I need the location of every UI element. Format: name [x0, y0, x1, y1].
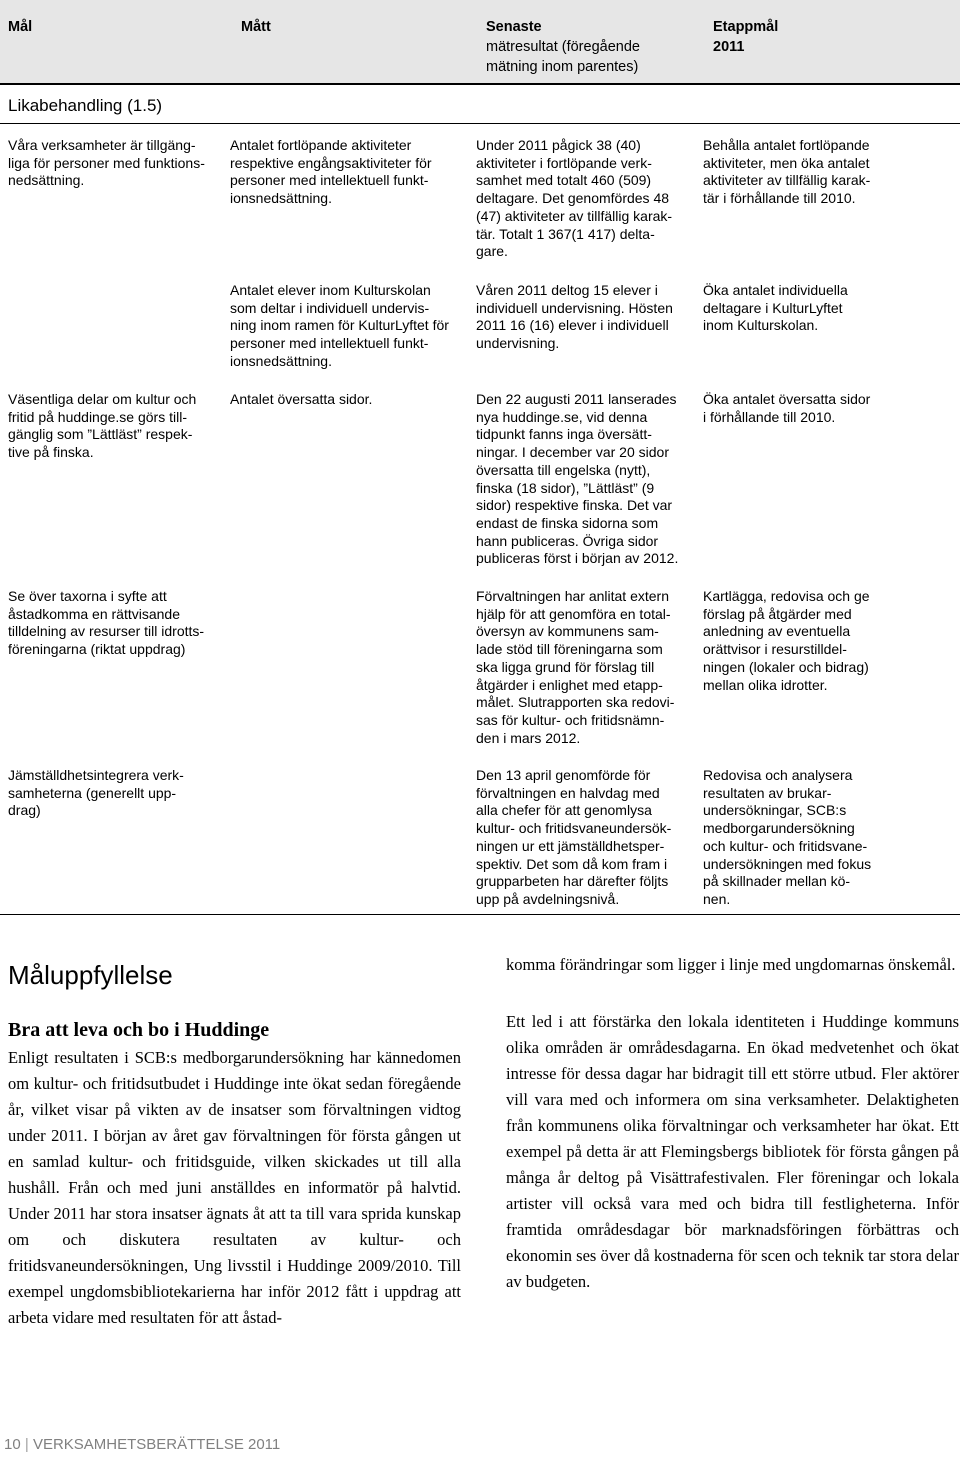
- body-paragraph-right-2: Ett led i att förstärka den lokala identiteten i Huddinge kommuns olika områden är områdesdagarna. En ökad medvetenhet och ökat intresse för dessa dagar har bidragit till ett större utbud. Fler aktörer vill vara med och informera om sina verksamheter. Delaktigheten från kommunens olika förvaltningar och verksamheter har ökat. Ett exempel på detta är att Flemingsbergs bibliotek för första gången på många år deltog på Visättrafestivalen. Fler föreningar och lokala artister vill också vara med och bidra till festligheterna. Inför framtida områdesdagar bör marknadsföringen förbättras och ekonomin ses över då kostnaderna för scen och teknik tar stora delar av budgeten.: [506, 1012, 959, 1291]
- row2-senaste: [476, 282, 701, 353]
- body-paragraph-right-1: komma förändringar som ligger i linje med ungdomarnas önskemål.: [506, 955, 956, 974]
- cell-line: föreningarna (riktat uppdrag): [8, 641, 186, 658]
- section-heading: Måluppfyllelse: [8, 960, 173, 990]
- cell-line: samheterna (generellt upp-: [8, 784, 177, 801]
- header-senaste: [486, 17, 640, 77]
- body-paragraph-left: Enligt resultaten i SCB:s medborgarundersökning har kännedomen om kultur- och fritidsutbudet i Huddinge inte ökat sedan föregående år, vilket visar på vikten av de insatser som förvaltningen vidtog under 2011. I början av året gav förvaltningen för första gången ut en samlad kultur- och fritidsguide, vilken skickades ut till alla hushåll. Från och med juni anställdes en informatör på halvtid. Under 2011 har stora insatser ägnats åt att ta till vara sprida kunskap om och diskutera resultaten av kultur- och fritidsvaneundersökningen, Ung livsstil i Huddinge 2009/2010. Till exempel ungdomsbibliotekarierna har inför 2012 fått i uppdrag att arbeta vidare med resultaten för att åstad-: [8, 1048, 461, 1327]
- cell-line: Antalet fortlöpande aktiviteter: [230, 137, 412, 153]
- cell-line: liga för personer med funktions-: [8, 154, 205, 171]
- cell-line: hann publiceras. Övriga sidor: [476, 532, 659, 549]
- cell-line: samhet med totalt 460 (509): [476, 172, 652, 189]
- cell-line: tär i förhållande till 2010.: [703, 190, 856, 207]
- header-senaste-bold: Senaste: [486, 19, 542, 35]
- cell-line: Redovisa och analysera: [703, 767, 853, 783]
- cell-line: (47) aktiviteter av tillfällig karak-: [476, 207, 673, 224]
- cell-line: Våra verksamheter är tillgäng-: [8, 137, 196, 153]
- cell-line: Antalet översatta sidor.: [230, 391, 373, 407]
- cell-line: översatta till engelska (nytt),: [476, 461, 651, 478]
- header-matt: Mått: [241, 19, 271, 35]
- cell-line: hjälp för att genomföra en total-: [476, 605, 671, 622]
- cell-line: aktiviteter i fortlöpande verk-: [476, 154, 652, 171]
- header-etappmal-line1: Etappmål: [713, 19, 779, 35]
- cell-line: Våren 2011 deltog 15 elever i: [476, 282, 658, 298]
- cell-line: aktiviteter av tillfällig karak-: [703, 172, 871, 189]
- cell-line: deltagare i KulturLyftet: [703, 299, 843, 316]
- cell-line: ionsnedsättning.: [230, 352, 332, 369]
- cell-line: åstadkomma en rättvisande: [8, 605, 180, 622]
- cell-line: inom Kulturskolan.: [703, 317, 819, 334]
- cell-line: undervisning.: [476, 335, 560, 352]
- subheading: Bra att leva och bo i Huddinge: [8, 1019, 270, 1041]
- cell-line: lade stöd till föreningarna som: [476, 641, 663, 658]
- row1-matt: [230, 137, 475, 208]
- cell-line: orättvisor i resurstilldel-: [703, 641, 847, 658]
- cell-line: Behålla antalet fortlöpande: [703, 137, 870, 153]
- row3-senaste: [476, 391, 701, 568]
- cell-line: undersökningen med fokus: [703, 855, 872, 872]
- cell-line: åtgärder i enlighet med etapp-: [476, 676, 663, 693]
- cell-line: anledning av eventuella: [703, 623, 851, 640]
- cell-line: ningen ur ett jämställdhetsper-: [476, 837, 665, 854]
- cell-line: 2011 16 (16) elever i individuell: [476, 317, 669, 334]
- section-title: Likabehandling (1.5): [8, 96, 163, 115]
- cell-line: förslag på åtgärder med: [703, 605, 852, 622]
- cell-line: deltagare. Det genomfördes 48: [476, 190, 670, 207]
- cell-line: undersökningar, SCB:s: [703, 802, 847, 819]
- header-senaste-line: mätresultat (föregående: [486, 39, 640, 55]
- cell-line: sas för kultur- och fritidsnämn-: [476, 711, 665, 728]
- cell-line: förvaltningen en halvdag med: [476, 784, 660, 801]
- cell-line: aktiviteter, men öka antalet: [703, 154, 870, 171]
- row4-mal: [8, 588, 222, 659]
- cell-line: Väsentliga delar om kultur och: [8, 391, 197, 407]
- cell-line: gare.: [476, 243, 508, 260]
- cell-line: ska ligga grund för förslag till: [476, 658, 655, 675]
- header-senaste-line: mätning inom parentes): [486, 59, 639, 75]
- cell-line: i förhållande till 2010.: [703, 408, 836, 425]
- cell-line: Jämställdhetsintegrera verk-: [8, 767, 184, 783]
- cell-line: nedsättning.: [8, 172, 85, 189]
- table-bottom-rule: [0, 914, 960, 915]
- row3-etappmal: [703, 391, 935, 426]
- cell-line: sidor) respektive finska. Det var: [476, 497, 673, 514]
- cell-line: ionsnedsättning.: [230, 190, 332, 207]
- cell-line: tidpunkt fanns inga översätt-: [476, 426, 652, 443]
- cell-line: mellan olika idrotter.: [703, 676, 828, 693]
- cell-line: den i mars 2012.: [476, 729, 581, 746]
- cell-line: Antalet elever inom Kulturskolan: [230, 282, 431, 298]
- page-number: 10: [4, 1436, 21, 1453]
- cell-line: publiceras först i början av 2012.: [476, 550, 679, 567]
- cell-line: Den 13 april genomförde för: [476, 767, 651, 783]
- cell-line: nen.: [703, 890, 731, 907]
- row1-senaste: [476, 137, 701, 261]
- cell-line: ningen (lokaler och bidrag): [703, 658, 869, 675]
- section-divider: [0, 123, 960, 124]
- cell-line: tilldelning av resurser till idrotts-: [8, 623, 205, 640]
- row4-senaste: [476, 588, 701, 747]
- cell-line: upp på avdelningsnivå.: [476, 890, 620, 907]
- cell-line: Öka antalet översatta sidor: [703, 391, 871, 407]
- cell-line: som deltar i individuell undervis-: [230, 299, 430, 316]
- cell-line: på skillnader mellan kö-: [703, 873, 851, 890]
- page-footer: [4, 1436, 280, 1453]
- cell-line: personer med intellektuell funkt-: [230, 172, 429, 189]
- cell-line: drag): [8, 802, 41, 819]
- cell-line: personer med intellektuell funkt-: [230, 335, 429, 352]
- cell-line: individuell undervisning. Hösten: [476, 299, 673, 316]
- cell-line: Se över taxorna i syfte att: [8, 588, 167, 604]
- cell-line: tär. Totalt 1 367(1 417) delta-: [476, 225, 655, 242]
- cell-line: Förvaltningen har anlitat extern: [476, 588, 669, 604]
- table-header: [0, 0, 960, 85]
- cell-line: Den 22 augusti 2011 lanserades: [476, 391, 677, 407]
- cell-line: endast de finska sidorna som: [476, 514, 659, 531]
- header-mal: Mål: [8, 19, 33, 35]
- cell-line: spektiv. Det som då kom fram i: [476, 855, 668, 872]
- row5-mal: [8, 767, 222, 820]
- header-etappmal: [713, 17, 778, 57]
- cell-line: målet. Slutrapporten ska redovi-: [476, 694, 675, 711]
- cell-line: Öka antalet individuella: [703, 282, 848, 298]
- cell-line: Kartlägga, redovisa och ge: [703, 588, 870, 604]
- cell-line: gänglig som ”Lättläst” respek-: [8, 426, 193, 443]
- cell-line: resultaten av brukar-: [703, 784, 832, 801]
- cell-line: översyn av kommunens sam-: [476, 623, 659, 640]
- footer-title: VERKSAMHETSBERÄTTELSE 2011: [32, 1436, 281, 1453]
- cell-line: nya huddinge.se, vid denna: [476, 408, 648, 425]
- cell-line: fritid på huddinge.se görs till-: [8, 408, 187, 425]
- footer-separator: |: [24, 1436, 29, 1453]
- cell-line: ningar. I december var 20 sidor: [476, 444, 669, 461]
- row1-etappmal: [703, 137, 935, 208]
- cell-line: och kultur- och fritidsvane-: [703, 837, 868, 854]
- cell-line: tive på finska.: [8, 444, 94, 461]
- row3-mal: [8, 391, 222, 462]
- row5-etappmal: [703, 767, 935, 909]
- row2-etappmal: [703, 282, 935, 335]
- row3-matt: [230, 391, 475, 409]
- cell-line: finska (18 sidor), ”Lättläst” (9: [476, 479, 655, 496]
- cell-line: medborgarundersökning: [703, 820, 855, 837]
- cell-line: ning inom ramen för KulturLyftet för: [230, 317, 449, 334]
- row4-etappmal: [703, 588, 935, 694]
- cell-line: respektive engångsaktiviteter för: [230, 154, 432, 171]
- cell-line: kultur- och fritidsvaneundersök-: [476, 820, 672, 837]
- cell-line: Under 2011 pågick 38 (40): [476, 137, 641, 153]
- row1-mal: [8, 137, 222, 190]
- cell-line: grupparbeten har därefter följts: [476, 873, 669, 890]
- row5-senaste: [476, 767, 701, 909]
- row2-matt: [230, 282, 475, 371]
- header-etappmal-line2: 2011: [713, 39, 745, 55]
- cell-line: alla chefer för att genomlysa: [476, 802, 652, 819]
